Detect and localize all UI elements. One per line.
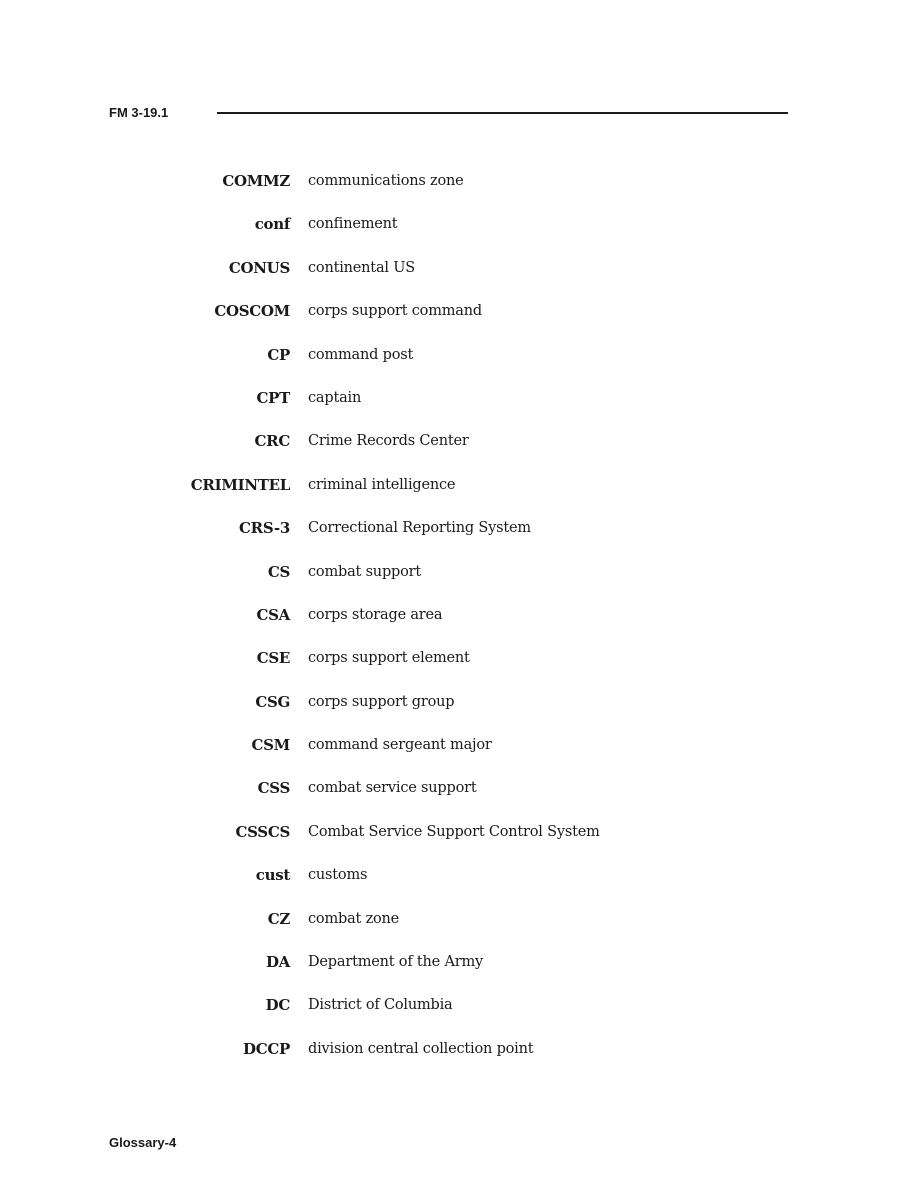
glossary-entry [0,819,923,862]
glossary-definition: corps support command [308,303,482,320]
glossary-definition: combat support [308,563,421,580]
glossary-definition: combat zone [308,910,400,927]
glossary-definition: Department of the Army [308,954,484,971]
glossary-definition: corps storage area [308,606,443,623]
glossary-entry [0,732,923,775]
glossary-entry [0,906,923,949]
document-id: FM 3-19.1 [109,105,169,120]
glossary-entry [0,862,923,905]
glossary-definition: criminal intelligence [308,476,456,493]
glossary-term: DCCP [243,1039,290,1058]
glossary-entry [0,689,923,732]
glossary-term: CSS [257,779,290,798]
glossary-term: CZ [267,909,290,928]
glossary-entry [0,602,923,645]
glossary-term: CSE [256,649,290,668]
glossary-term: CPT [256,388,290,407]
glossary-term: CRIMINTEL [190,475,290,494]
glossary-entry [0,211,923,254]
glossary-term: conf [254,215,290,234]
glossary-entry [0,515,923,558]
glossary-term: CSM [251,736,290,755]
glossary-term: CS [267,562,290,581]
glossary-entry [0,472,923,515]
glossary-entry [0,775,923,818]
glossary-entry [0,168,923,211]
page-number: Glossary-4 [109,1135,177,1150]
glossary-entry [0,298,923,341]
header-rule [217,112,788,114]
glossary-term: COSCOM [214,302,290,321]
glossary-definition: captain [308,389,362,406]
glossary-definition: confinement [308,216,398,233]
glossary-definition: Crime Records Center [308,433,469,450]
glossary-entry [0,385,923,428]
glossary-entry [0,559,923,602]
glossary-term: CSSCS [235,822,290,841]
glossary-entry [0,645,923,688]
glossary-entry [0,1036,923,1079]
glossary-term: DA [265,953,290,972]
glossary-entry [0,342,923,385]
glossary-term: CONUS [228,258,290,277]
glossary-definition: division central collection point [308,1040,534,1057]
glossary-term: cust [255,866,290,885]
glossary-term: CRC [254,432,290,451]
glossary-definition: command post [308,346,414,363]
glossary-definition: communications zone [308,173,464,189]
glossary-term: COMMZ [222,172,290,190]
glossary-definition: customs [308,867,368,884]
glossary-definition: District of Columbia [308,997,453,1014]
glossary-entry [0,949,923,992]
glossary-term: CSG [255,692,290,711]
glossary-term: CP [267,345,290,364]
glossary-entry [0,428,923,471]
glossary-definition: corps support element [308,650,470,667]
glossary-definition: Correctional Reporting System [308,520,531,537]
glossary-definition: combat service support [308,780,477,797]
glossary-definition: continental US [308,259,415,276]
glossary-entry [0,992,923,1035]
glossary-definition: command sergeant major [308,737,492,754]
glossary-definition: Combat Service Support Control System [308,823,600,840]
glossary-term: CRS-3 [239,519,290,538]
glossary-term: DC [265,996,290,1015]
glossary-entry [0,255,923,298]
glossary-definition: corps support group [308,693,455,710]
glossary-list [0,168,923,1079]
glossary-term: CSA [256,605,290,624]
